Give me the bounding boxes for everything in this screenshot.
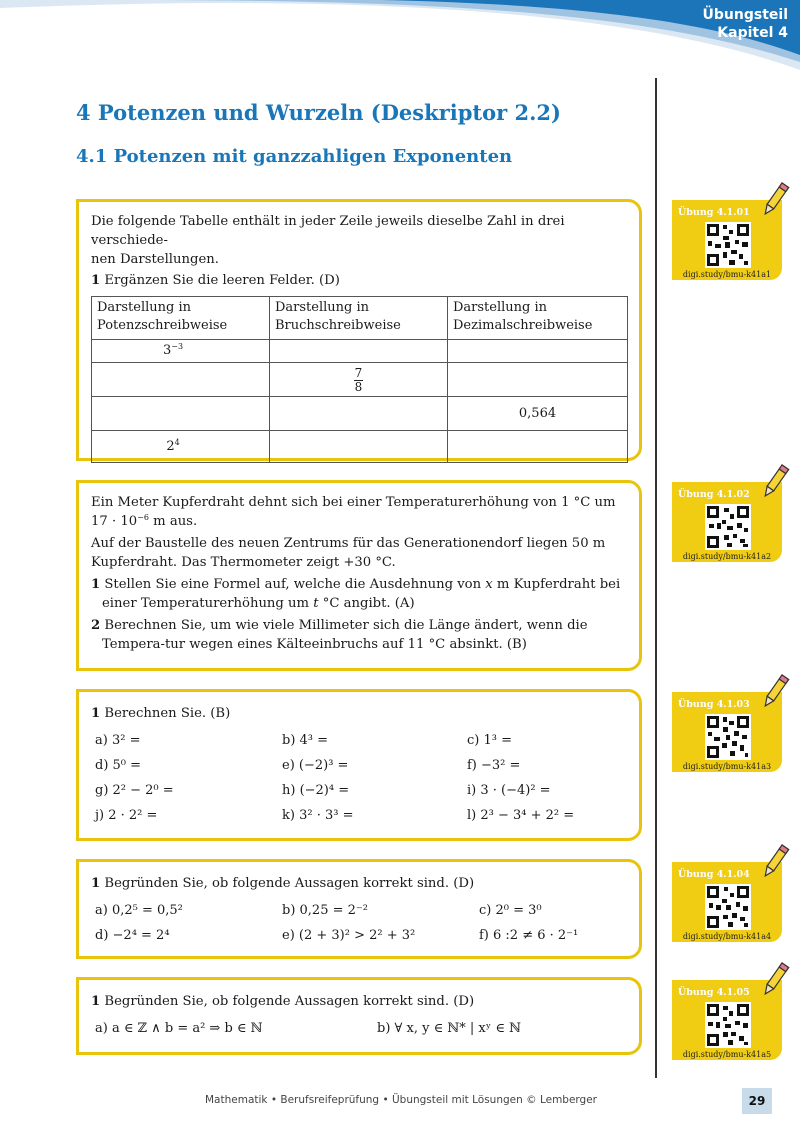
exercise-link[interactable]: digi.study/bmu-k41a3 [682,762,772,771]
statement-item: a) a ∈ ℤ ∧ b = a² ⇒ b ∈ ℕ [95,1021,263,1036]
footer-text: Mathematik • Berufsreifeprüfung • Übungsteil mit Lösungen © Lemberger [205,1094,597,1106]
statement-item: f) 6 :2 ≠ 6 · 2⁻¹ [479,928,579,943]
table-cell-empty[interactable] [92,363,270,397]
table-row [92,363,628,397]
exercise-link[interactable]: digi.study/bmu-k41a5 [682,1050,772,1059]
task1-subtask-number: 1 [91,273,101,288]
table-cell[interactable]: $3^{-3}$ [92,340,270,363]
exercise-card-4-1-05[interactable] [672,980,782,1060]
table-header-decimal: Darstellung in Dezimalschreibweise [448,297,628,340]
section-title: 4.1 Potenzen mit ganzzahligen Exponenten [76,146,513,167]
statement-item: b) 0,25 = 2⁻² [282,903,368,918]
table-header-power: Darstellung in Potenzschreibweise [92,297,270,340]
task3-subtask-number: 1 [91,706,101,721]
statement-item: b) ∀ x, y ∈ ℕ* | xʸ ∈ ℕ [377,1021,521,1036]
table-cell-empty[interactable] [448,431,628,463]
table-cell[interactable]: 0,564 [448,397,628,431]
pencil-icon [760,462,790,502]
header-chapter-label [703,6,788,42]
task-box-1 [76,199,642,461]
exercise-item: g) 2² − 2⁰ = [95,783,174,798]
task1-intro-line1: Die folgende Tabelle enthält in jeder Zeile jeweils dieselbe Zahl in drei verschiede- [91,214,565,248]
task5-subtask-text: Begründen Sie, ob folgende Aussagen korrekt sind. (D) [100,994,475,1009]
header-line-1: Übungsteil [702,7,788,23]
exercise-code: Übung 4.1.01 [678,207,750,218]
table-cell-empty[interactable] [92,397,270,431]
task-box-5 [76,977,642,1055]
exercise-link[interactable]: digi.study/bmu-k41a4 [682,932,772,941]
exercise-item: f) −3² = [467,758,521,773]
exercise-item: c) 1³ = [467,733,512,748]
task2-question-1: 1 Stellen Sie eine Formel auf, welche die Ausdehnung von x m Kupferdraht bei einer Temperaturerhöhung um t °C angibt. (A) [91,577,621,611]
exercise-card-4-1-04[interactable] [672,862,782,942]
exercise-item: e) (−2)³ = [282,758,349,773]
pencil-icon [760,960,790,1000]
chapter-title: 4 Potenzen und Wurzeln (Deskriptor 2.2) [76,100,561,125]
exercise-grid-4 [91,901,629,945]
pencil-icon [760,180,790,220]
table-row [92,397,628,431]
exercise-grid-5 [91,1019,629,1038]
exercise-item: d) 5⁰ = [95,758,142,773]
margin-divider [655,78,657,1078]
exercise-item: b) 4³ = [282,733,329,748]
exercise-grid-3 [91,731,629,825]
qr-code-icon[interactable] [705,504,751,550]
exercise-item: i) 3 · (−4)² = [467,783,551,798]
table-row [92,340,628,363]
task-box-4 [76,859,642,959]
table-cell-empty[interactable] [448,363,628,397]
qr-code-icon[interactable] [705,884,751,930]
task5-subtask-number: 1 [91,994,101,1009]
table-cell[interactable]: $2^4$ [92,431,270,463]
task2-question-2: 2 Berechnen Sie, um wie viele Millimeter sich die Länge ändert, wenn die Tempera-tur wegen eines Kälteeinbruchs auf 11 °C absinkt. (B) [91,618,588,652]
exercise-link[interactable]: digi.study/bmu-k41a2 [682,552,772,561]
qr-code-icon[interactable] [705,714,751,760]
exercise-card-4-1-01[interactable] [672,200,782,280]
task-box-2: Ein Meter Kupferdraht dehnt sich bei einer Temperaturerhöhung von 1 °C um $17 \cdot 10^{-6}$ m aus. Auf der Baustelle des neuen Zentrums für das Generationendorf liegen 50 m Kupferdraht. Das Thermometer zeigt +30 °C. 1 Stellen Sie eine Formel auf, welche die Ausdehnung von x m Kupferdraht bei einer Temperaturerhöhung um t °C angibt. (A) 2 Berechnen Sie, um wie viele Millimeter sich die Länge ändert, wenn die Tempera-tur wegen eines Kälteeinbruchs auf 11 °C absinkt. (B) [76,480,642,671]
task1-subtask-text: Ergänzen Sie die leeren Felder. (D) [100,273,340,288]
task1-intro-line2: nen Darstellungen. [91,252,219,267]
statement-item: d) −2⁴ = 2⁴ [95,928,170,943]
task-box-3 [76,689,642,841]
representation-table [91,296,628,463]
exercise-code: Übung 4.1.05 [678,987,750,998]
exercise-code: Übung 4.1.02 [678,489,750,500]
table-row [92,431,628,463]
statement-item: a) 0,2⁵ = 0,5² [95,903,183,918]
table-cell-empty[interactable] [448,340,628,363]
table-cell-empty[interactable] [270,431,448,463]
exercise-card-4-1-02[interactable] [672,482,782,562]
page-number: 29 [742,1088,772,1114]
exercise-item: a) 3² = [95,733,141,748]
table-cell[interactable] [270,363,448,397]
qr-code-icon[interactable] [705,222,751,268]
fraction-seven-eighths: $\frac{7}{8}$ [354,366,363,394]
qr-code-icon[interactable] [705,1002,751,1048]
exercise-item: j) 2 · 2² = [95,808,158,823]
pencil-icon [760,672,790,712]
exercise-item: l) 2³ − 3⁴ + 2² = [467,808,575,823]
exercise-code: Übung 4.1.03 [678,699,750,710]
exercise-item: k) 3² · 3³ = [282,808,354,823]
table-header-fraction: Darstellung in Bruchschreibweise [270,297,448,340]
task4-subtask-text: Begründen Sie, ob folgende Aussagen korrekt sind. (D) [100,876,475,891]
pencil-icon [760,842,790,882]
table-cell-empty[interactable] [270,397,448,431]
task3-subtask-text: Berechnen Sie. (B) [100,706,231,721]
statement-item: c) 2⁰ = 3⁰ [479,903,542,918]
exercise-code: Übung 4.1.04 [678,869,750,880]
header-line-2: Kapitel 4 [717,25,788,41]
task4-subtask-number: 1 [91,876,101,891]
exercise-link[interactable]: digi.study/bmu-k41a1 [682,270,772,279]
statement-item: e) (2 + 3)² > 2² + 3² [282,928,416,943]
header-wave-decoration [0,0,800,90]
exercise-item: h) (−2)⁴ = [282,783,350,798]
exercise-card-4-1-03[interactable] [672,692,782,772]
task2-text: Ein Meter Kupferdraht dehnt sich bei einer Temperaturerhöhung von 1 °C um [91,495,616,510]
table-cell-empty[interactable] [270,340,448,363]
